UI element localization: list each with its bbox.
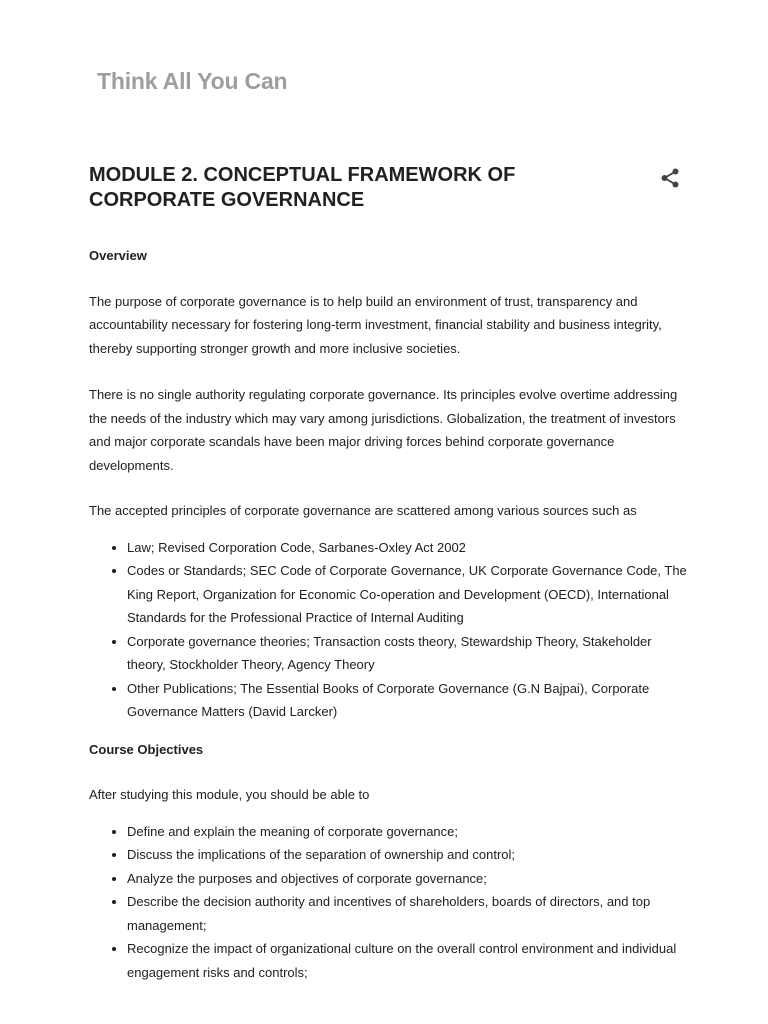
- list-item: • Analyze the purposes and objectives of corporate governance;: [127, 867, 689, 891]
- paragraph-sources-intro: The accepted principles of corporate governance are scattered among various sources such as: [89, 503, 637, 518]
- blog-title-link[interactable]: Think All You Can: [97, 68, 288, 94]
- post-header: [89, 163, 681, 213]
- post-title: MODULE 2. CONCEPTUAL FRAMEWORK OF CORPORATE GOVERNANCE: [89, 164, 516, 211]
- list-item: • Discuss the implications of the separation of ownership and control;: [127, 843, 689, 867]
- objectives-intro: After studying this module, you should be able to: [89, 787, 370, 802]
- paragraph-purpose: The purpose of corporate governance is to help build an environment of trust, transparency and accountability necessary for fostering long-term investment, financial stability and business integrity, thereby supporting stronger growth and more inclusive societies.: [89, 293, 662, 356]
- list-item: • Define and explain the meaning of corporate governance;: [127, 820, 689, 844]
- overview-heading: Overview: [89, 248, 147, 263]
- sources-list: [89, 536, 689, 724]
- share-icon: [658, 166, 682, 190]
- list-item: • Law; Revised Corporation Code, Sarbanes-Oxley Act 2002: [127, 536, 689, 560]
- post-body: [89, 244, 689, 984]
- list-item: • Other Publications; The Essential Books of Corporate Governance (G.N Bajpai), Corporate Governance Matters (David Larcker): [127, 677, 689, 724]
- objectives-list: [89, 820, 689, 985]
- paragraph-authority: There is no single authority regulating corporate governance. Its principles evolve overtime addressing the needs of the industry which may vary among jurisdictions. Globalization, the treatment of investors and major corporate scandals have been major driving forces behind corporate governance developments.: [89, 387, 678, 473]
- course-objectives-heading: Course Objectives: [89, 741, 204, 757]
- list-item: • Codes or Standards; SEC Code of Corporate Governance, UK Corporate Governance Code, The King Report, Organization for Economic Co-operation and Development (OECD), International Standards for the Professional Practice of Internal Auditing: [127, 559, 689, 630]
- list-item: • Corporate governance theories; Transaction costs theory, Stewardship Theory, Stakeholder theory, Stockholder Theory, Agency Theory: [127, 630, 689, 677]
- share-button[interactable]: [658, 166, 682, 190]
- list-item: • Describe the decision authority and incentives of shareholders, boards of directors, and top management;: [127, 890, 689, 937]
- list-item: • Recognize the impact of organizational culture on the overall control environment and individual engagement risks and controls;: [127, 937, 689, 984]
